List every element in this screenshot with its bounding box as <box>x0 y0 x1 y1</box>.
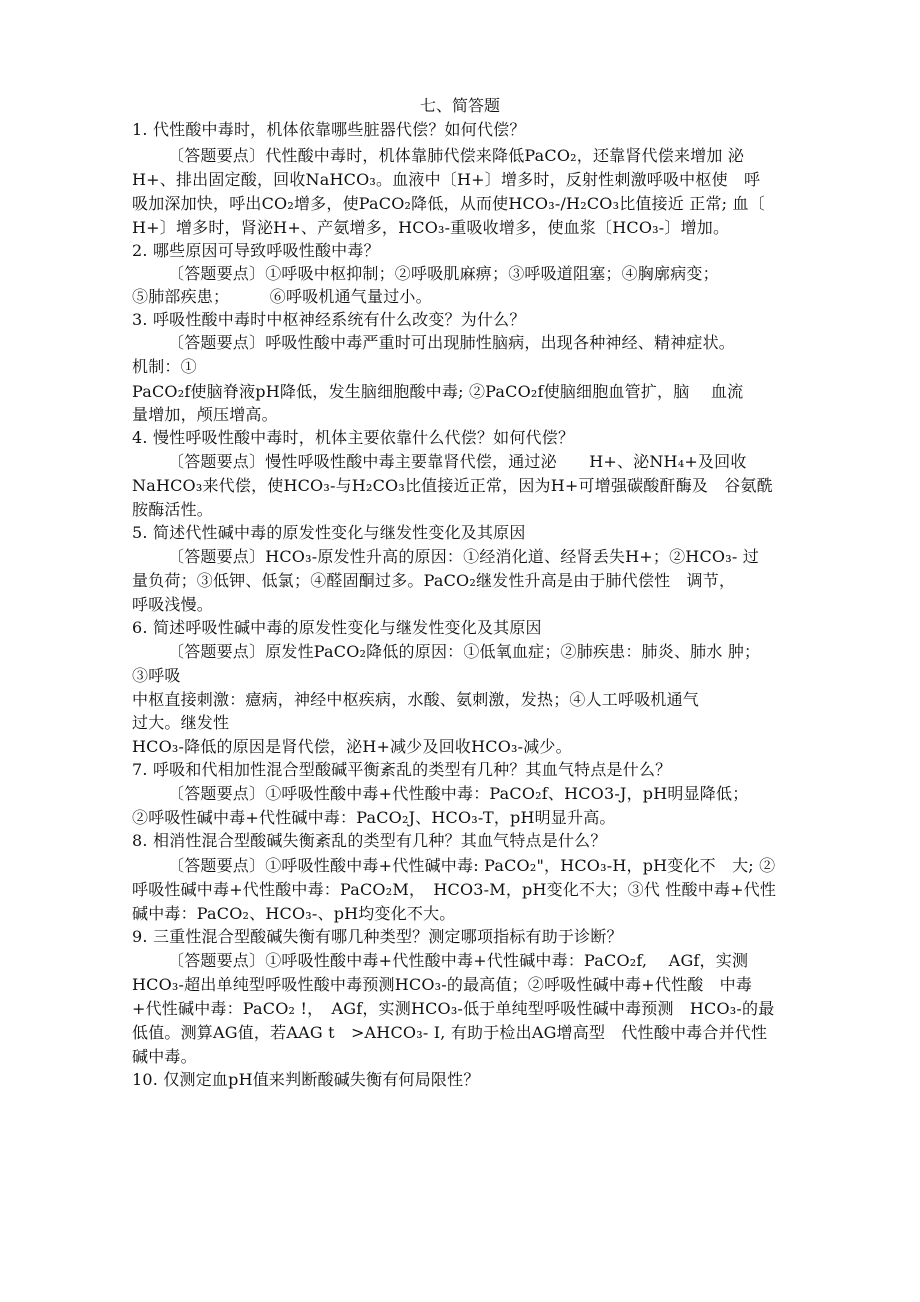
answer-line: 过大。继发性 <box>132 713 230 732</box>
answer-line: 〔答题要点〕①呼吸性酸中毒+代性酸中毒：PaCO₂f、HCO3-J，pH明显降低； <box>168 784 749 803</box>
answer-line: 呼吸浅慢。 <box>132 595 214 614</box>
question-7: 7. 呼吸和代相加性混合型酸碱平衡紊乱的类型有几种？其血气特点是什么？ <box>132 760 672 779</box>
answer-line: 胺酶活性。 <box>132 500 214 519</box>
answer-line: 〔答题要点〕HCO₃-原发性升高的原因：①经消化道、经肾丢失H+；②HCO₃- 过 <box>168 547 759 566</box>
answer-line: 低值。测算AG值，若AAG t >AHCO₃- I, 有助于检出AG增高型 代性酸中毒合并代性 <box>132 1023 768 1042</box>
answer-line: 〔答题要点〕原发性PaCO₂降低的原因：①低氧血症；②肺疾患：肺炎、肺水 肿； <box>168 642 761 661</box>
answer-line: +代性碱中毒：PaCO₂ !， AGf，实测HCO₃-低于单纯型呼吸性碱中毒预测 HCO₃-的最 <box>132 999 775 1018</box>
answer-line: 〔答题要点〕慢性呼吸性酸中毒主要靠肾代偿，通过泌 H+、泌NH₄+及回收 <box>168 452 747 471</box>
question-10: 10. 仅测定血pH值来判断酸碱失衡有何局限性？ <box>132 1070 480 1089</box>
answer-line: HCO₃-降低的原因是肾代偿，泌H+减少及回收HCO₃-减少。 <box>132 737 572 756</box>
question-8: 8. 相消性混合型酸碱失衡紊乱的类型有几种？其血气特点是什么？ <box>132 831 607 850</box>
question-1: 1. 代性酸中毒时，机体依靠哪些脏器代偿？如何代偿？ <box>132 120 526 139</box>
answer-line: ③呼吸 <box>132 666 181 685</box>
answer-line: 〔答题要点〕①呼吸中枢抑制；②呼吸肌麻痹；③呼吸道阻塞；④胸廓病变； <box>168 264 719 283</box>
answer-line: ②呼吸性碱中毒+代性碱中毒：PaCO₂J、HCO₃-T，pH明显升高。 <box>132 808 616 827</box>
question-3: 3. 呼吸性酸中毒时中枢神经系统有什么改变？为什么？ <box>132 310 526 329</box>
answer-line: PaCO₂f使脑脊液pH降低，发生脑细胞酸中毒; ②PaCO₂f使脑细胞血管扩，脑 血流 <box>132 382 744 401</box>
answer-line: 〔答题要点〕呼吸性酸中毒严重时可出现肺性脑病，出现各种神经、精神症状。 <box>168 333 736 352</box>
section-title: 七、简答题 <box>419 96 500 115</box>
answer-line: 中枢直接刺激：癔病，神经中枢疾病，水酸、氨刺激，发热；④人工呼吸机通气 <box>132 690 700 709</box>
question-6: 6. 简述呼吸性碱中毒的原发性变化与继发性变化及其原因 <box>132 618 542 637</box>
question-4: 4. 慢性呼吸性酸中毒时，机体主要依靠什么代偿？如何代偿？ <box>132 428 575 447</box>
answer-line: 量负荷；③低钾、低氯；④醛固酮过多。PaCO₂继发性升高是由于肺代偿性 调节， <box>132 571 736 590</box>
answer-line: H+、排出固定酸，回收NaHCO₃。血液中〔H+〕增多时，反射性刺激呼吸中枢使 呼 <box>132 170 761 189</box>
answer-line: NaHCO₃来代偿，使HCO₃-与H₂CO₃比值接近正常，因为H+可增强碳酸酐酶及 谷氨酰 <box>132 476 773 495</box>
answer-line: 〔答题要点〕①呼吸性酸中毒+代性碱中毒: PaCO₂"，HCO₃-H，pH变化不 大; ② <box>168 856 776 875</box>
question-9: 9. 三重性混合型酸碱失衡有哪几种类型？测定哪项指标有助于诊断？ <box>132 927 623 946</box>
answer-line: 碱中毒。 <box>132 1047 197 1066</box>
answer-line: 碱中毒：PaCO₂、HCO₃-、pH均变化不大。 <box>132 904 456 923</box>
question-5: 5. 简述代性碱中毒的原发性变化与继发性变化及其原因 <box>132 523 526 542</box>
answer-line: 〔答题要点〕代性酸中毒时，机体靠肺代偿来降低PaCO₂，还靠肾代偿来增加 泌 <box>168 146 745 165</box>
answer-line: 量增加，颅压增高。 <box>132 405 278 424</box>
question-2: 2. 哪些原因可导致呼吸性酸中毒？ <box>132 241 380 260</box>
answer-line: 呼吸性碱中毒+代性酸中毒：PaCO₂M， HCO3-M，pH变化不大；③代 性酸中毒+代性 <box>132 880 777 899</box>
answer-line: HCO₃-超出单纯型呼吸性酸中毒预测HCO₃-的最高值；②呼吸性碱中毒+代性酸 中毒 <box>132 975 753 994</box>
answer-line: 机制：① <box>132 357 197 376</box>
answer-line: 吸加深加快，呼出CO₂增多，使PaCO₂降低，从而使HCO₃-/H₂CO₃比值接近 正常; 血〔 <box>132 194 765 213</box>
answer-line: H+〕增多时，肾泌H+、产氨增多，HCO₃-重吸收增多，使血浆〔HCO₃-〕增加。 <box>132 218 730 237</box>
answer-line: 〔答题要点〕①呼吸性酸中毒+代性酸中毒+代性碱中毒：PaCO₂f, AGf，实测 <box>168 951 749 970</box>
answer-line: ⑤肺部疾患； ⑥呼吸机通气量过小。 <box>132 287 432 306</box>
